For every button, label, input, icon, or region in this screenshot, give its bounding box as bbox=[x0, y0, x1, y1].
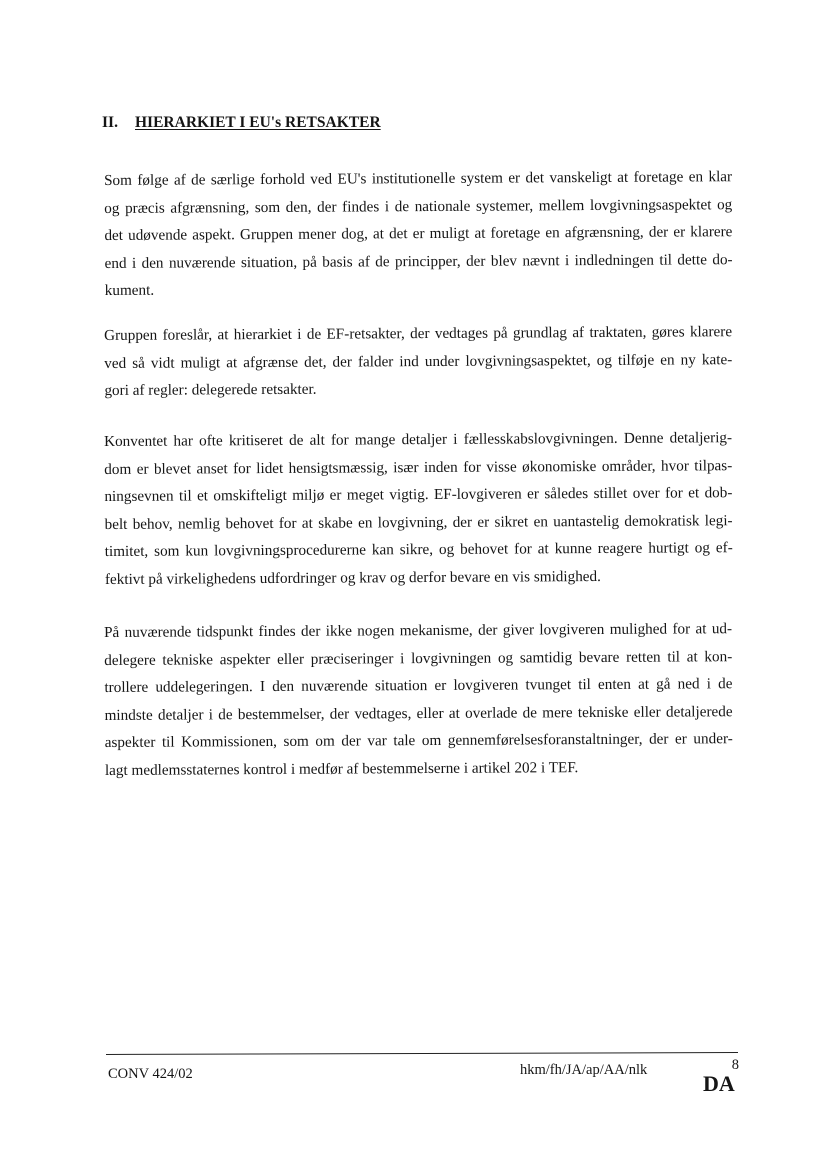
paragraph-line: end i den nuværende situation, på basis af de principper, der blev nævnt i indledningen til dette do- bbox=[104, 250, 733, 272]
paragraph-line: timitet, som kun lovgivningsprocedurerne kan sikre, og behovet for at kunne reagere hurtigt og ef- bbox=[104, 539, 733, 560]
paragraph-3 bbox=[104, 424, 733, 593]
paragraph-line: belt behov, nemlig behovet for at skabe en lovgivning, der er sikret en uantastelig demokratisk legi- bbox=[104, 511, 733, 533]
paragraph-line: fektivt på virkelighedens udfordringer og krav og derfor bevare en vis smidighed. bbox=[104, 567, 601, 588]
footer-language-code: DA bbox=[703, 1071, 735, 1096]
footer-initials: hkm/fh/JA/ap/AA/nlk bbox=[520, 1062, 648, 1078]
paragraph-line: og præcis afgrænsning, som den, der findes i de nationale systemer, mellem lovgivningsaspektet og bbox=[104, 195, 733, 217]
paragraph-4 bbox=[104, 615, 733, 784]
paragraph-line: På nuværende tidspunkt findes der ikke nogen mekanisme, der giver lovgiveren mulighed for at ud- bbox=[104, 620, 733, 641]
footer-page-number: 8 bbox=[731, 1057, 739, 1073]
paragraph-line: dom er blevet anset for lidet hensigtsmæssig, især inden for visse økonomiske områder, hvor tilpas- bbox=[104, 456, 733, 478]
footer-divider bbox=[106, 1052, 738, 1055]
paragraph-line: ningsevnen til et omskifteligt miljø er meget vigtig. EF-lovgiveren er således stillet over for et dob- bbox=[104, 484, 733, 505]
paragraph-line: Konventet har ofte kritiseret de alt for mange detaljer i fællesskabslovgivningen. Denne detaljerig- bbox=[104, 429, 733, 450]
footer-doc-ref: CONV 424/02 bbox=[108, 1066, 193, 1082]
paragraph-line: trollere uddelegeringen. I den nuværende situation er lovgiveren tvunget til enten at gå ned i de bbox=[104, 675, 733, 696]
paragraph-line: aspekter til Kommissionen, som om der var tale om gennemførelsesforanstaltninger, der er under- bbox=[104, 730, 733, 751]
paragraph-2 bbox=[104, 318, 732, 404]
paragraph-line: kument. bbox=[104, 281, 155, 299]
paragraph-line: ved så vidt muligt at afgrænse det, der falder ind under lovgivningsaspektet, og tilføje en ny kate- bbox=[104, 350, 733, 372]
paragraph-line: gori af regler: delegerede retsakter. bbox=[104, 380, 317, 399]
paragraph-line: Som følge af de særlige forhold ved EU's institutionelle system er det vanskeligt at foretage en klar bbox=[104, 168, 733, 189]
paragraph-line: mindste detaljer i de bestemmelser, der vedtages, eller at overlade de mere tekniske eller detaljerede bbox=[104, 702, 733, 724]
paragraph-line: Gruppen foreslår, at hierarkiet i de EF-retsakter, der vedtages på grundlag af traktaten, gøres klarere bbox=[104, 323, 733, 344]
section-title: HIERARKIET I EU's RETSAKTER bbox=[135, 114, 381, 131]
section-heading bbox=[102, 114, 381, 132]
section-number: II. bbox=[102, 114, 118, 131]
paragraph-line: det udøvende aspekt. Gruppen mener dog, at det er muligt at foretage en afgrænsning, der er klarere bbox=[104, 223, 733, 244]
paragraph-line: lagt medlemsstaternes kontrol i medfør af bestemmelserne i artikel 202 i TEF. bbox=[104, 758, 579, 779]
paragraph-line: delegere tekniske aspekter eller præciseringer i lovgivningen og samtidig bevare retten til at kon- bbox=[104, 647, 733, 669]
paragraph-1 bbox=[104, 163, 733, 304]
